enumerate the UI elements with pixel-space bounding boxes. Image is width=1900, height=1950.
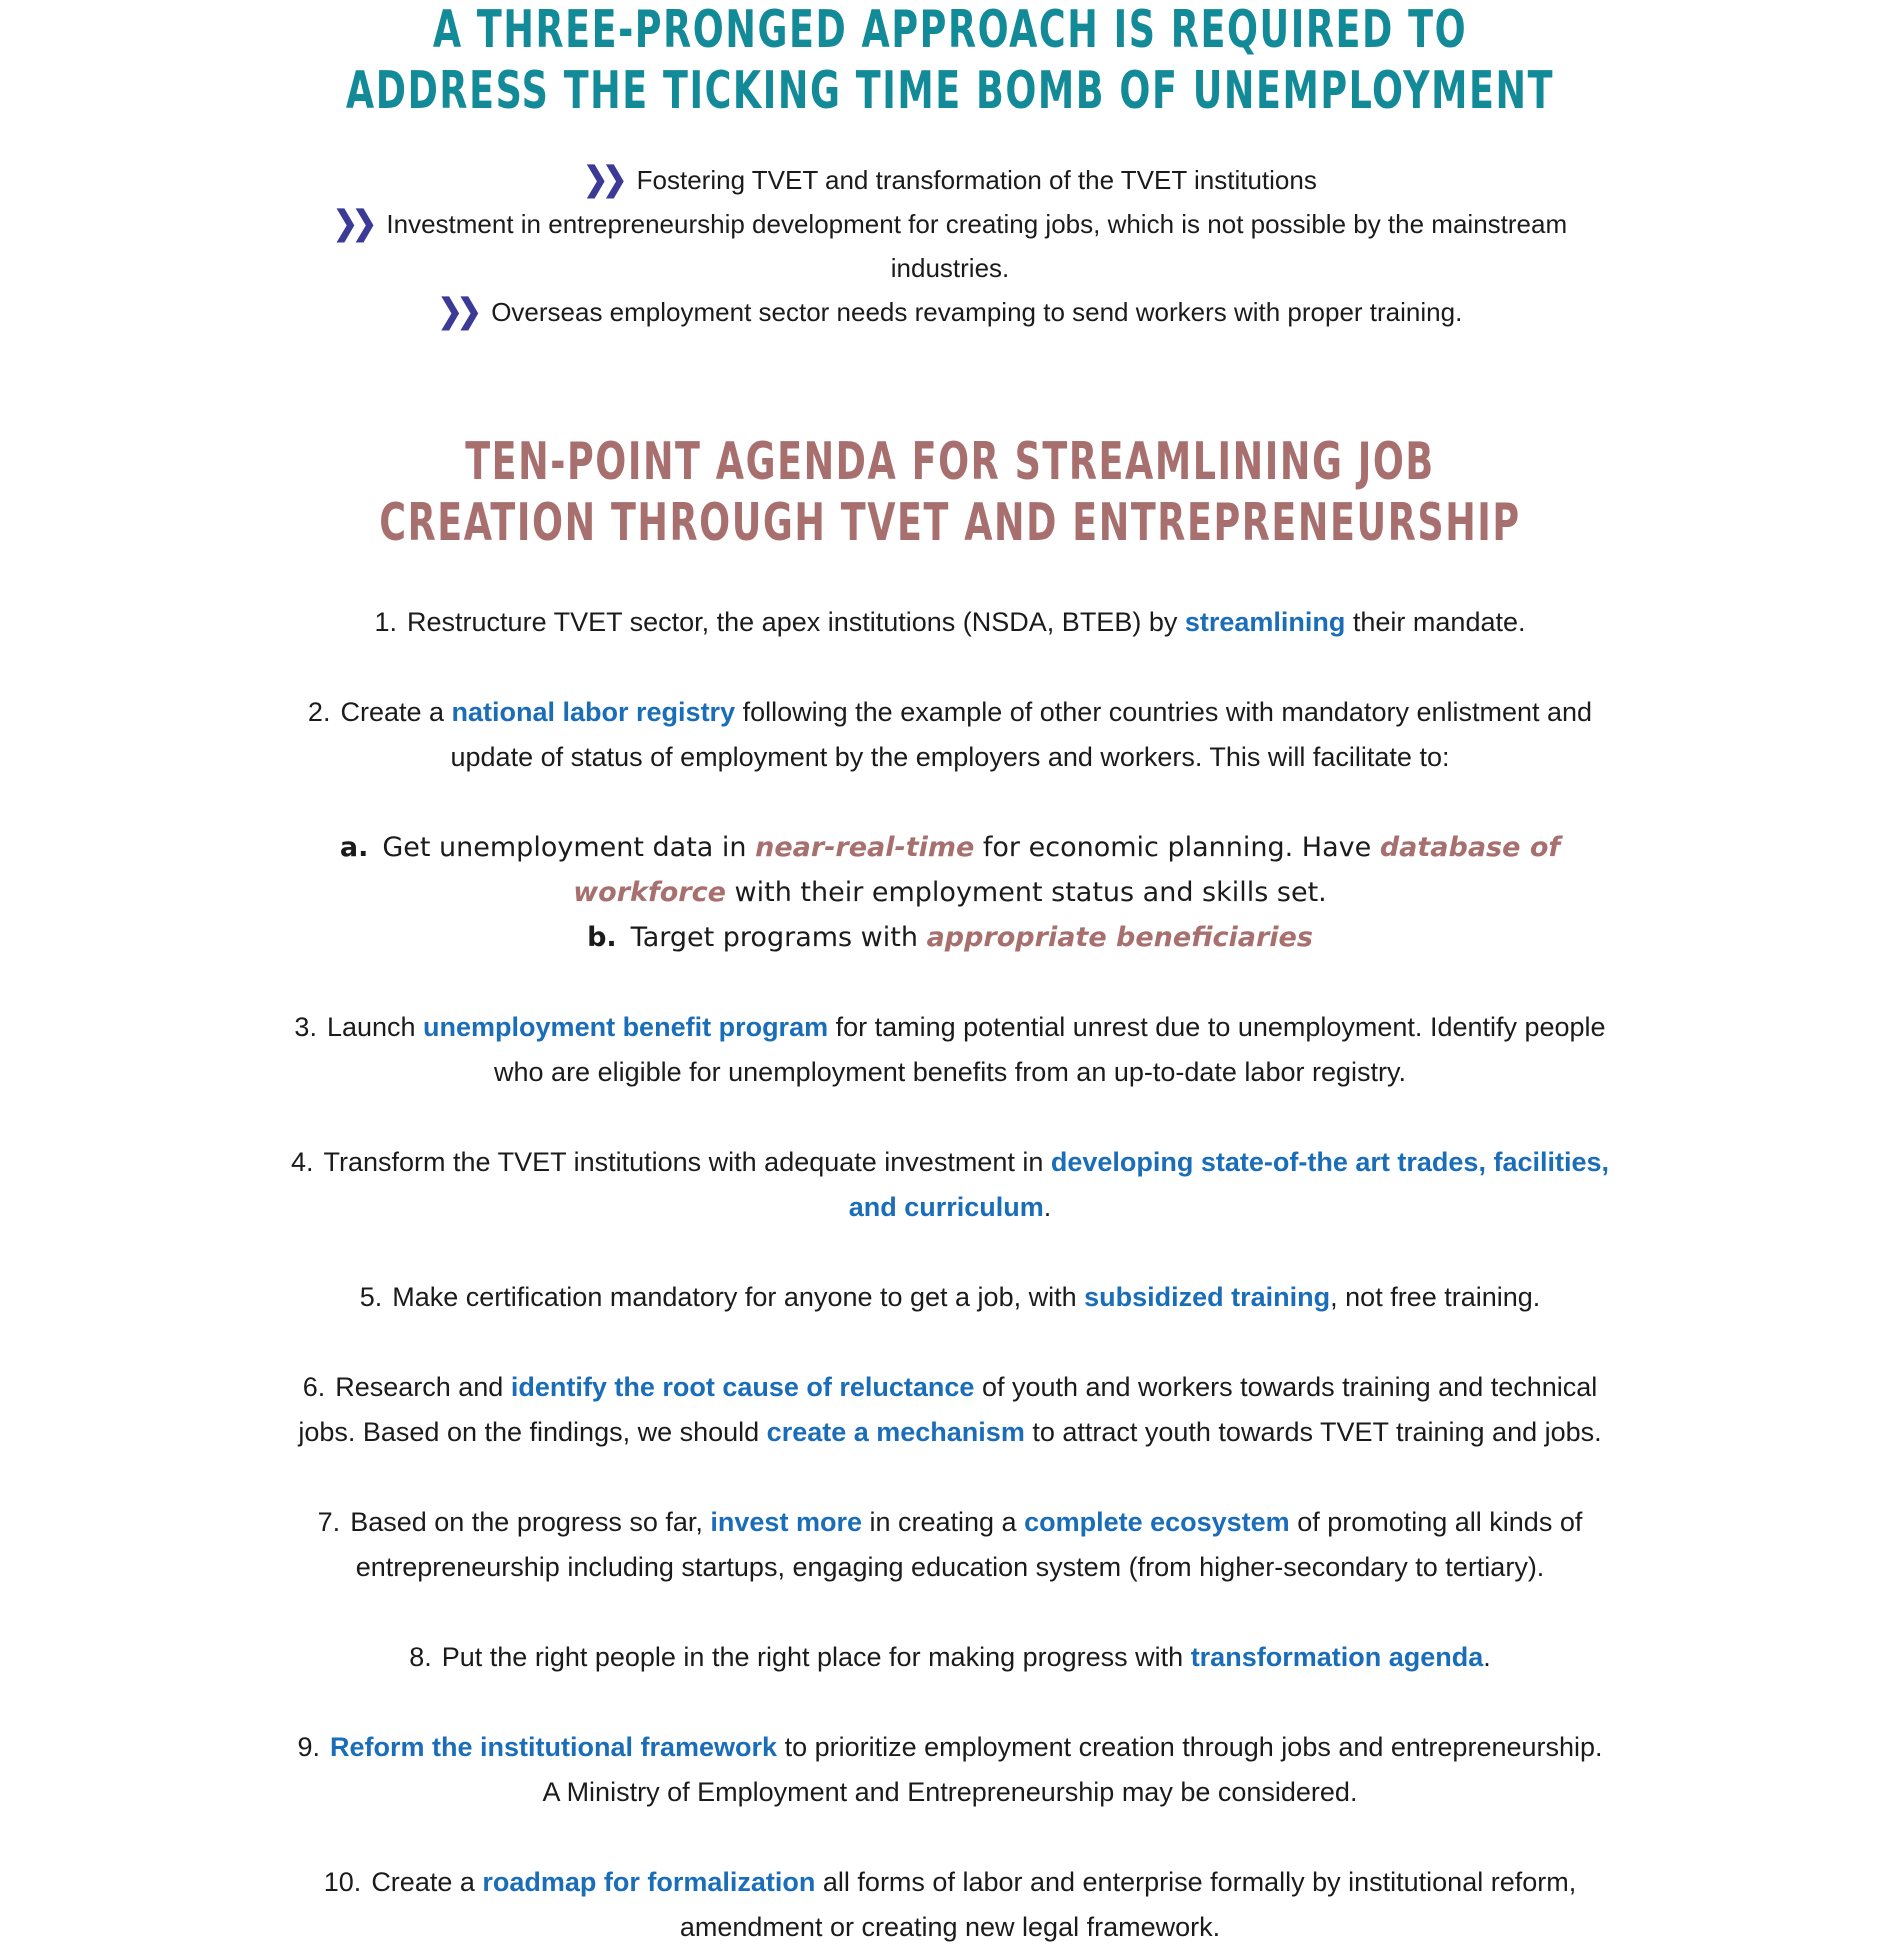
item-text: Create a xyxy=(371,1867,483,1897)
item-text: Research and xyxy=(335,1372,511,1402)
item-text: Create a xyxy=(340,697,452,727)
agenda-item-2 xyxy=(290,690,1610,780)
item-number: 1. xyxy=(374,607,398,637)
agenda-item-6 xyxy=(290,1365,1610,1455)
sub-item-text: for economic planning. Have xyxy=(974,832,1380,863)
heading-line: A THREE-PRONGED APPROACH IS REQUIRED TO xyxy=(432,0,1468,60)
item-text: their mandate. xyxy=(1345,607,1526,637)
item-number: 8. xyxy=(409,1642,432,1672)
item-highlight: Reform the institutional framework xyxy=(330,1732,778,1762)
three-pronged-heading xyxy=(209,0,1691,122)
bullet-text: Investment in entrepreneurship development for creating jobs, which is not possible by the mainstream industries. xyxy=(386,209,1568,283)
item-number: 2. xyxy=(307,697,331,727)
item-text: Make certification mandatory for anyone to get a job, with xyxy=(392,1282,1085,1312)
item-text: in creating a xyxy=(861,1507,1025,1537)
item-highlight: streamlining xyxy=(1184,607,1346,637)
item-text: . xyxy=(1483,1642,1491,1672)
item-highlight: invest more xyxy=(710,1507,862,1537)
bullet-text: Overseas employment sector needs revamping to send workers with proper training. xyxy=(491,297,1463,327)
agenda-list xyxy=(0,600,1900,1950)
sub-item-text: with their employment status and skills set. xyxy=(725,877,1327,908)
agenda-item-8 xyxy=(290,1635,1610,1680)
item-number: 4. xyxy=(290,1147,314,1177)
double-chevron-right-icon: ❯❯ xyxy=(583,161,622,198)
item-highlight: roadmap for formalization xyxy=(482,1867,816,1897)
item-number: 9. xyxy=(297,1732,320,1762)
agenda-item-4 xyxy=(290,1140,1610,1230)
item-number: 3. xyxy=(294,1012,317,1042)
sub-item-text: Target programs with xyxy=(630,922,927,953)
bullet-item xyxy=(300,202,1600,290)
sub-item-emphasis: near-real-time xyxy=(755,832,975,863)
item-highlight: subsidized training xyxy=(1084,1282,1331,1312)
heading-line: TEN-POINT AGENDA FOR STREAMLINING JOB xyxy=(465,432,1435,492)
item-highlight: developing state-of-the art trades, facilities, and curriculum xyxy=(848,1147,1610,1222)
sub-item-a xyxy=(290,825,1610,915)
item-number: 7. xyxy=(317,1507,341,1537)
item-highlight: complete ecosystem xyxy=(1024,1507,1290,1537)
sub-item-b xyxy=(290,915,1610,960)
sub-item-emphasis: database of workforce xyxy=(573,832,1561,908)
item-text: Put the right people in the right place for making progress with xyxy=(441,1642,1191,1672)
item-text: of promoting all kinds of entrepreneurship including startups, engaging education system (from higher-secondary to tertiary). xyxy=(355,1507,1583,1582)
heading-line: CREATION THROUGH TVET AND ENTREPRENEURSHIP xyxy=(379,493,1521,553)
item-text: to attract youth towards TVET training and jobs. xyxy=(1024,1417,1602,1447)
item-text: to prioritize employment creation through jobs and entrepreneurship. A Ministry of Employment and Entrepreneurship may be considered. xyxy=(542,1732,1603,1807)
approach-bullet-list xyxy=(0,158,1900,334)
item-highlight: create a mechanism xyxy=(766,1417,1025,1447)
item-text: , not free training. xyxy=(1330,1282,1541,1312)
agenda-item-10 xyxy=(290,1860,1610,1950)
item-highlight: unemployment benefit program xyxy=(423,1012,829,1042)
double-chevron-right-icon: ❯❯ xyxy=(332,205,372,242)
sub-item-letter: b. xyxy=(587,922,617,953)
sub-item-text: Get unemployment data in xyxy=(382,832,756,863)
bullet-text: Fostering TVET and transformation of the TVET institutions xyxy=(636,165,1317,195)
item-text: for taming potential unrest due to unemployment. Identify people who are eligible for unemployment benefits from an up-to-date labor registry. xyxy=(494,1012,1606,1087)
agenda-item-9 xyxy=(290,1725,1610,1815)
item-number: 10. xyxy=(323,1867,362,1897)
sub-item-emphasis: appropriate beneficiaries xyxy=(926,922,1313,953)
item-highlight: transformation agenda xyxy=(1190,1642,1484,1672)
item-number: 6. xyxy=(302,1372,326,1402)
item-text: Transform the TVET institutions with adequate investment in xyxy=(323,1147,1051,1177)
item-highlight: national labor registry xyxy=(451,697,736,727)
item-highlight: identify the root cause of reluctance xyxy=(510,1372,975,1402)
bullet-item xyxy=(300,158,1600,202)
item-text: Restructure TVET sector, the apex institutions (NSDA, BTEB) by xyxy=(407,607,1185,637)
agenda-item-5 xyxy=(290,1275,1610,1320)
item-number: 5. xyxy=(359,1282,383,1312)
item-text: Based on the progress so far, xyxy=(350,1507,711,1537)
agenda-item-1 xyxy=(290,600,1610,645)
item-text: all forms of labor and enterprise formally by institutional reform, amendment or creating new legal framework. xyxy=(679,1867,1577,1942)
item-text: following the example of other countries with mandatory enlistment and update of status of employment by the employers and workers. This will facilitate to: xyxy=(450,697,1593,772)
heading-line: ADDRESS THE TICKING TIME BOMB OF UNEMPLOYMENT xyxy=(345,61,1555,121)
sub-item-letter: a. xyxy=(339,832,369,863)
agenda-item-3 xyxy=(290,1005,1610,1095)
item-text: Launch xyxy=(326,1012,424,1042)
ten-point-agenda-heading xyxy=(209,432,1691,554)
item-text: of youth and workers towards training and technical jobs. Based on the findings, we should xyxy=(298,1372,1598,1447)
agenda-item-7 xyxy=(290,1500,1610,1590)
double-chevron-right-icon: ❯❯ xyxy=(437,293,476,330)
bullet-item xyxy=(300,290,1600,334)
item-text: . xyxy=(1043,1192,1052,1222)
